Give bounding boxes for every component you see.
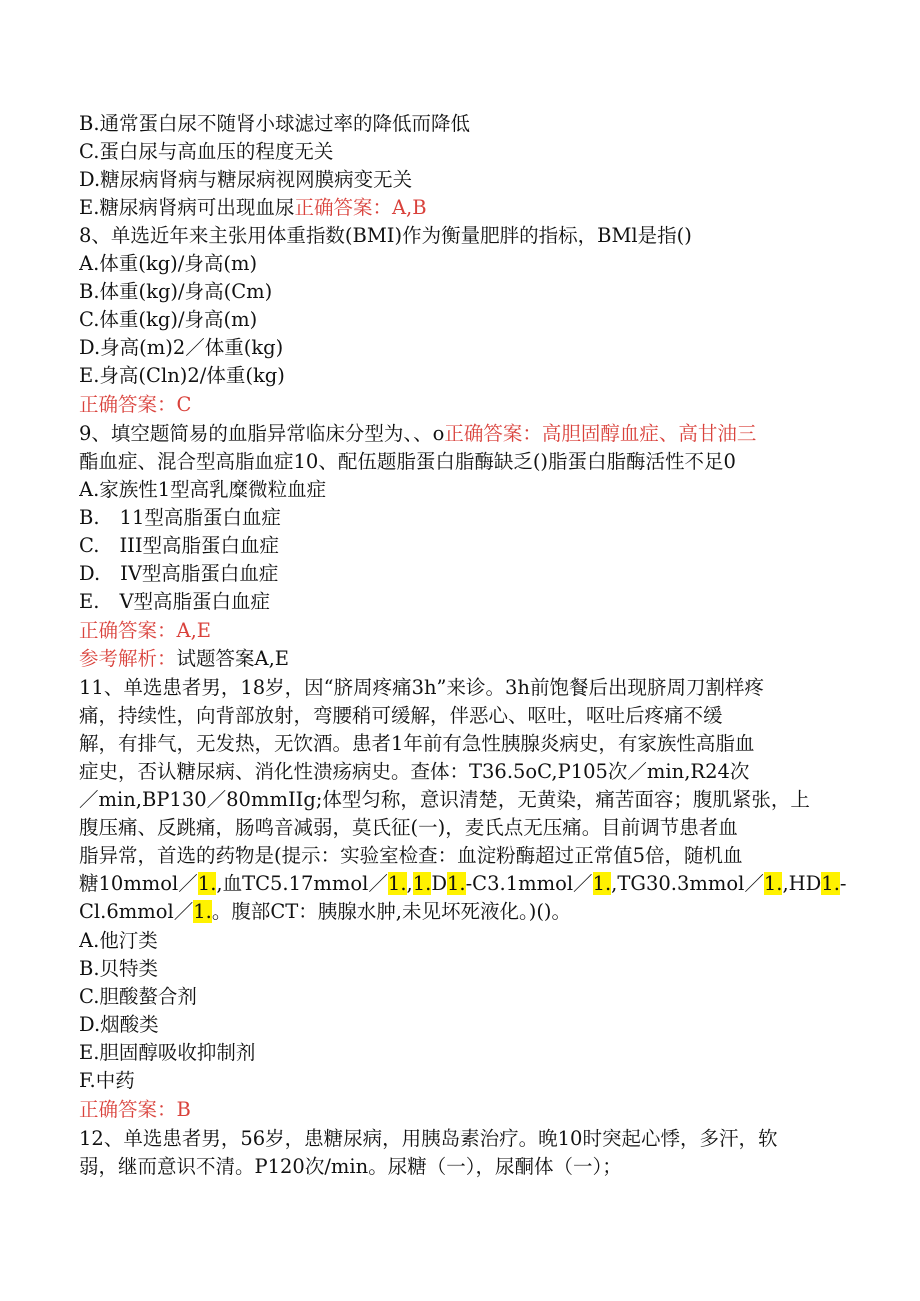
q8-option-c: C.体重(kg)/身高(m) <box>79 308 258 331</box>
option-b-line: B.通常蛋白尿不随肾小球滤过率的降低而降低 <box>79 112 471 135</box>
analysis-label: 参考解析： <box>79 647 177 670</box>
highlight: 1. <box>821 872 840 895</box>
q8-option-d: D.身高(m)2／体重(kg) <box>79 336 284 359</box>
q11-option-c: C.胆酸螯合剂 <box>79 985 197 1008</box>
question-11-stem-4: 症史，否认糖尿病、消化性溃疡病史。查体：T36.5oC,P105次／min,R24次 <box>79 760 750 783</box>
q10-option-d: D. IV型高脂蛋白血症 <box>79 562 279 585</box>
q10-option-c: C. III型高脂蛋白血症 <box>79 534 280 557</box>
question-11-stem-3: 解，有排气，无发热，无饮酒。患者1年前有急性胰腺炎病史，有家族性高脂血 <box>79 732 755 755</box>
q10-option-a: A.家族性1型高乳糜微粒血症 <box>79 478 327 501</box>
highlight: 1. <box>387 872 407 895</box>
q8-option-e: E.身高(Cln)2/体重(kg) <box>79 364 285 387</box>
question-11-stem-7: 脂异常，首选的药物是(提示：实验室检查：血淀粉酶超过正常值5倍，随机血 <box>79 844 743 867</box>
question-9-stem: 9、填空题简易的血脂异常临床分型为、、o正确答案：高胆固醇血症、高甘油三 <box>79 422 757 445</box>
highlight: 1. <box>763 872 783 895</box>
question-9-10-continued: 酯血症、混合型高脂血症10、配伍题脂蛋白脂酶缺乏()脂蛋白脂酶活性不足0 <box>79 450 736 473</box>
question-12-stem-2: 弱，继而意识不清。P120次/min。尿糖（一），尿酮体（一）； <box>79 1155 622 1178</box>
highlight: 1. <box>412 872 432 895</box>
highlight: 1. <box>592 872 612 895</box>
q10-answer: 正确答案：A,E <box>79 619 212 642</box>
q10-option-b: B. 11型高脂蛋白血症 <box>79 506 281 529</box>
answer-label: 正确答案：A,B <box>294 196 427 219</box>
q8-option-b: B.体重(kg)/身高(Cm) <box>79 280 273 303</box>
question-11-stem-1: 11、单选患者男，18岁，因“脐周疼痛3h”来诊。3h前饱餐后出现脐周刀割样疼 <box>79 676 764 699</box>
q11-option-e: E.胆固醇吸收抑制剂 <box>79 1041 256 1064</box>
question-11-stem-6: 腹压痛、反跳痛，肠鸣音减弱，莫氏征(一)，麦氏点无压痛。目前调节患者血 <box>79 816 738 839</box>
question-11-stem-5: ／min,BP130／80mmIIg;体型匀称，意识清楚，无黄染，痛苦面容；腹肌紧张，上 <box>79 788 810 811</box>
question-11-stem-9: Cl.6mmol／1.。腹部CT：胰腺水肿,未见坏死液化。)()。 <box>79 900 572 923</box>
highlight: 1. <box>446 872 466 895</box>
q8-answer: 正确答案：C <box>79 393 192 416</box>
highlight: 1. <box>193 900 212 923</box>
question-11-stem-8: 糖10mmol／1.,血TC5.17mmol／1.,1.D1.-C3.1mmol／1.,TG30.3mmol／1.,HD1.- <box>79 872 847 895</box>
q11-answer: 正确答案：B <box>79 1098 191 1121</box>
option-d-line: D.糖尿病肾病与糖尿病视网膜病变无关 <box>79 168 413 191</box>
q11-option-b: B.贝特类 <box>79 957 159 980</box>
q8-option-a: A.体重(kg)/身高(m) <box>79 252 258 275</box>
question-12-stem-1: 12、单选患者男，56岁，患糖尿病，用胰岛素治疗。晚10时突起心悸，多汗，软 <box>79 1127 778 1150</box>
q11-option-d: D.烟酸类 <box>79 1013 159 1036</box>
q10-analysis: 参考解析：试题答案A,E <box>79 647 290 670</box>
q11-option-a: A.他汀类 <box>79 929 158 952</box>
q9-answer-label: 正确答案：高胆固醇血症、高甘油三 <box>444 422 757 445</box>
q10-option-e: E. V型高脂蛋白血症 <box>79 590 271 613</box>
q11-option-f: F.中药 <box>79 1069 135 1092</box>
option-c-line: C.蛋白尿与高血压的程度无关 <box>79 140 334 163</box>
question-11-stem-2: 痛，持续性，向背部放射，弯腰稍可缓解，伴恶心、呕吐，呕吐后疼痛不缓 <box>79 704 723 727</box>
option-e-line: E.糖尿病肾病可出现血尿正确答案：A,B <box>79 196 427 219</box>
highlight: 1. <box>197 872 217 895</box>
question-8-stem: 8、单选近年来主张用体重指数(BMI)作为衡量肥胖的指标，BMl是指() <box>79 224 692 247</box>
